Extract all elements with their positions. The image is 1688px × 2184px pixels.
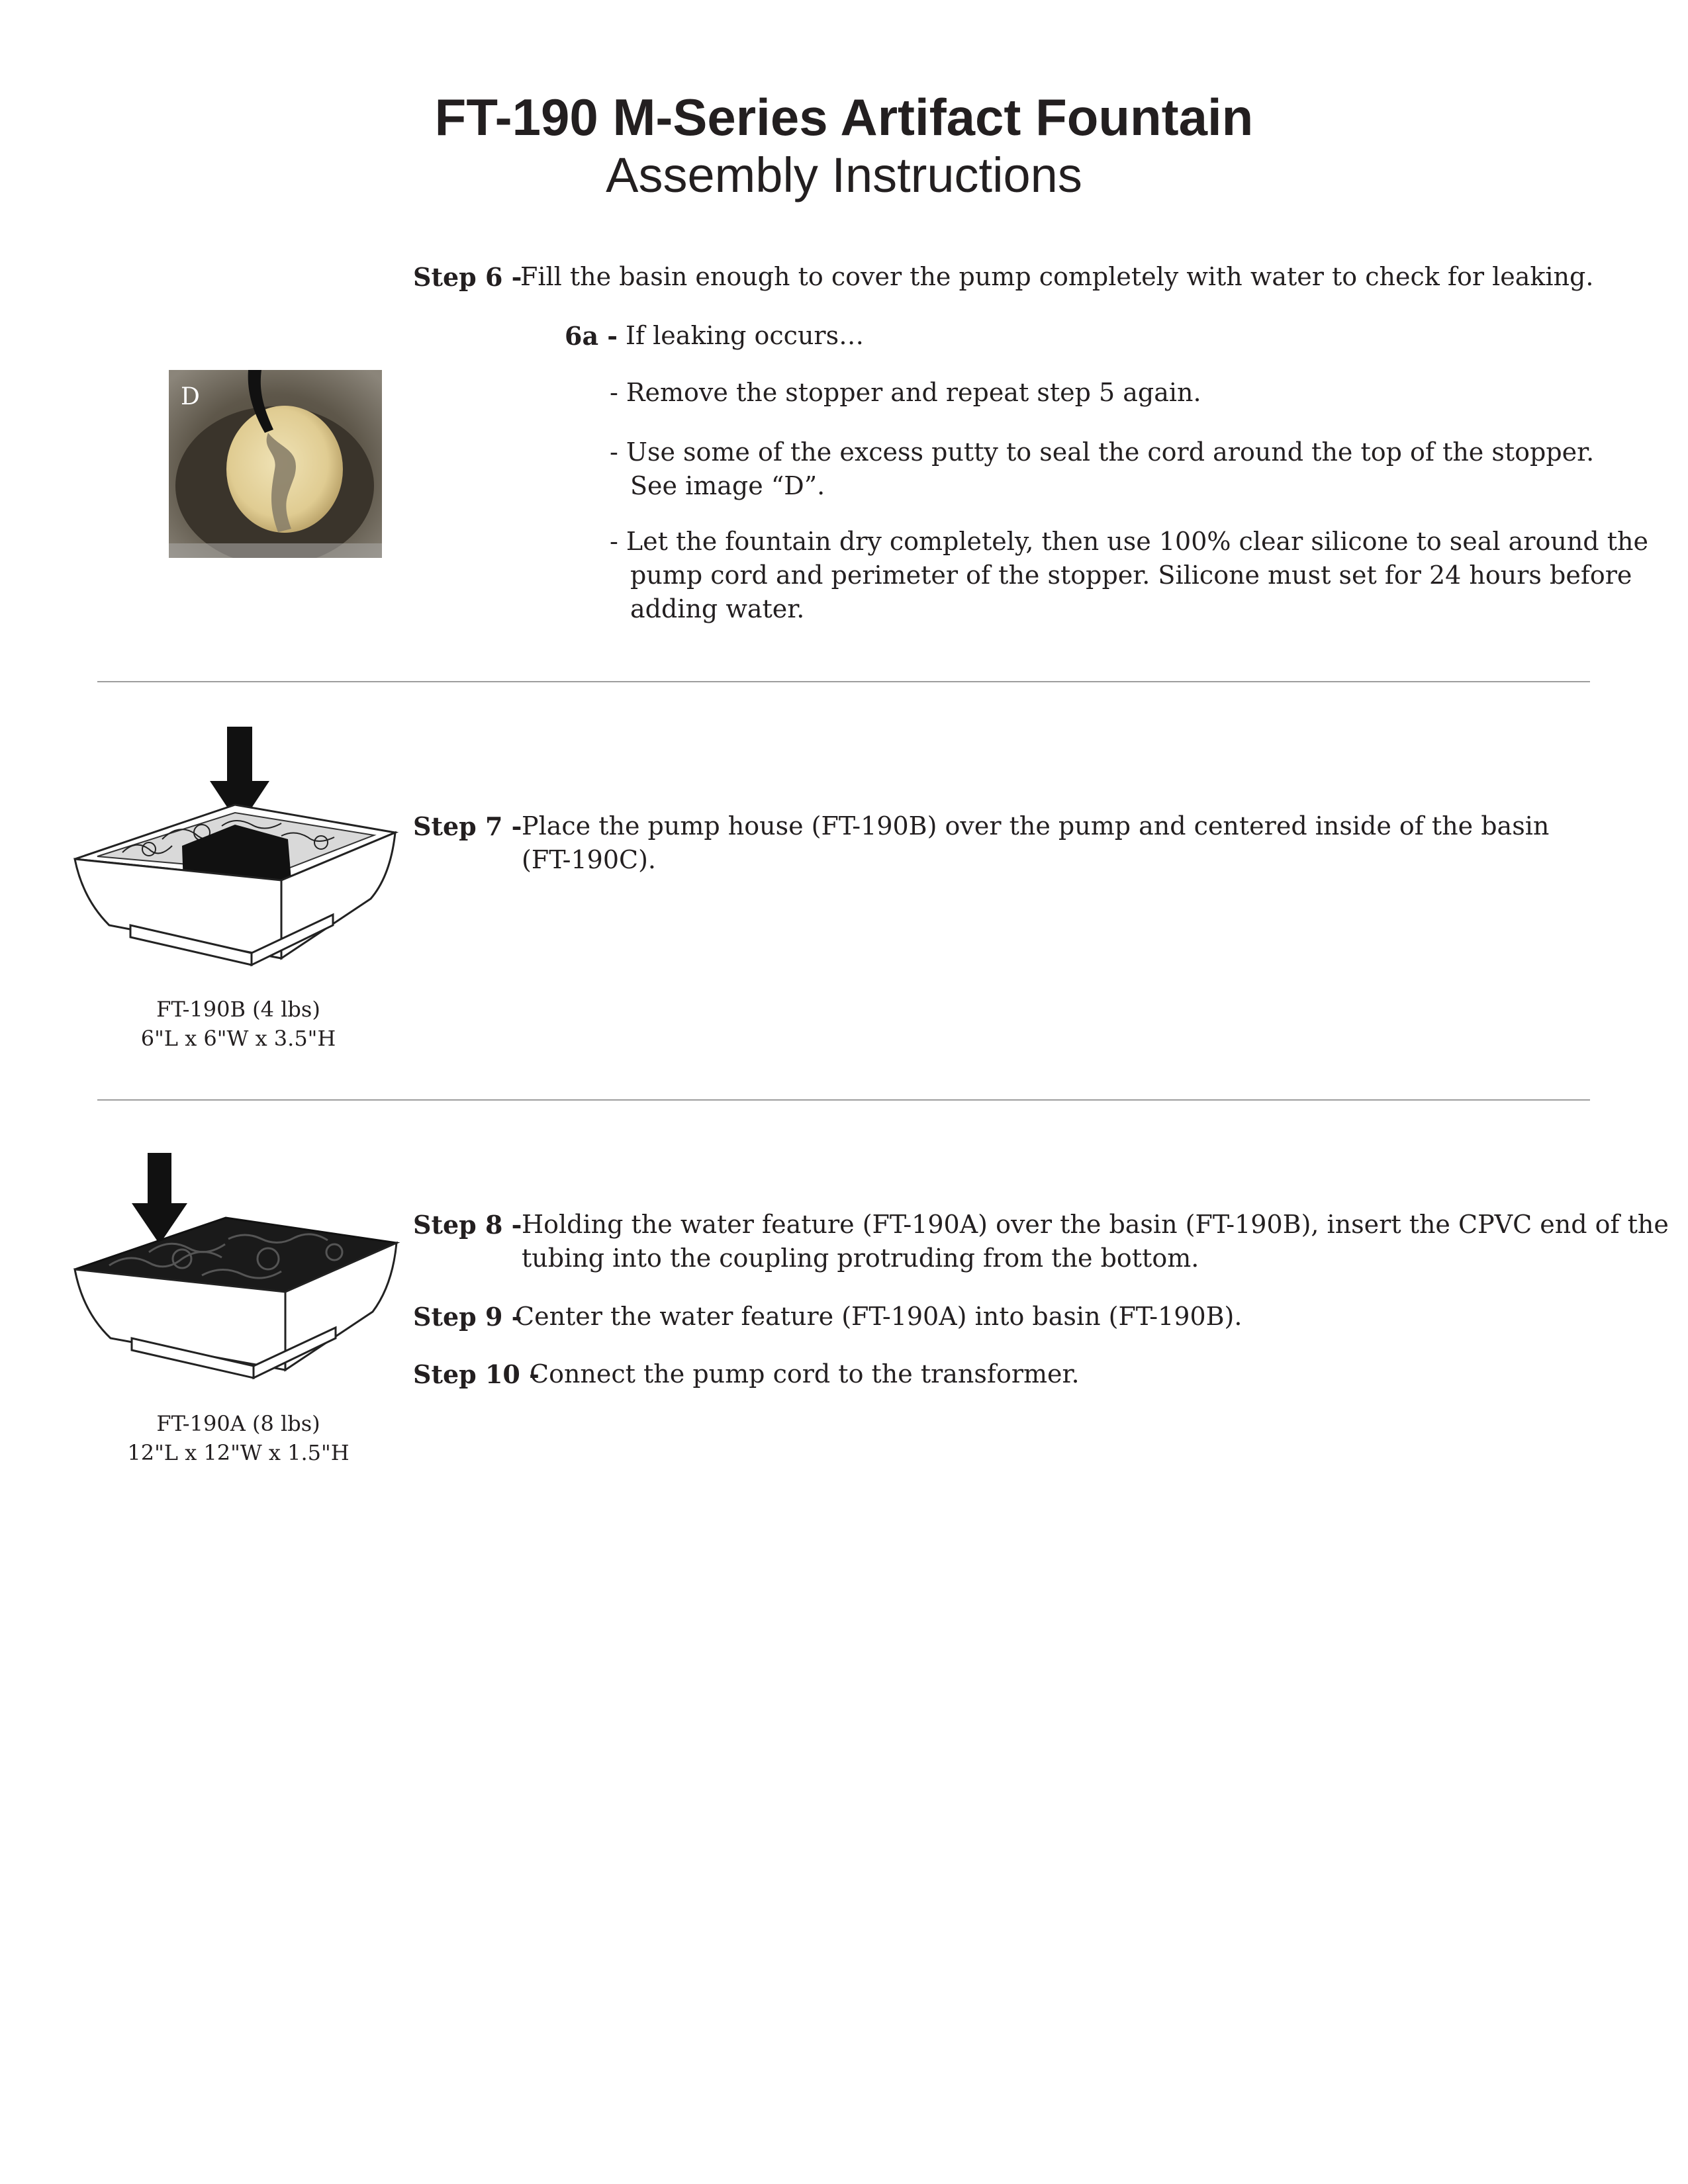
water-feature-illustration — [70, 1153, 400, 1386]
step-9-label: Step 9 - — [413, 1302, 522, 1332]
step-10-label: Step 10 - — [413, 1359, 539, 1389]
step-6a-bullet-2: - Use some of the excess putty to seal the cord around the top of the stopper. — [610, 437, 1595, 467]
ft-190a-caption — [99, 1409, 377, 1467]
section-divider — [97, 681, 1590, 682]
image-label-d: D — [181, 383, 200, 410]
ft-190b-caption — [99, 995, 377, 1053]
ft-190a-dimensions: 12"L x 12"W x 1.5"H — [127, 1440, 350, 1465]
step-9-text: Center the water feature (FT-190A) into basin (FT-190B). — [515, 1302, 1243, 1331]
step-6-label: Step 6 - — [413, 262, 522, 292]
page-title: FT-190 M-Series Artifact Fountain — [434, 88, 1254, 146]
step-8-label: Step 8 - — [413, 1210, 522, 1240]
step-8-text-line-2: tubing into the coupling protruding from the bottom. — [522, 1244, 1199, 1273]
ft-190b-weight: FT-190B (4 lbs) — [156, 997, 320, 1022]
ft-190a-weight: FT-190A (8 lbs) — [156, 1411, 320, 1436]
section-divider — [97, 1099, 1590, 1101]
stopper-photo-d — [169, 370, 382, 558]
step-6a-bullet-1: - Remove the stopper and repeat step 5 again. — [610, 378, 1201, 407]
page-subtitle: Assembly Instructions — [606, 148, 1082, 203]
step-6a-bullet-2-cont: See image “D”. — [630, 471, 825, 500]
pump-house-illustration — [70, 727, 400, 973]
step-6-text: Fill the basin enough to cover the pump completely with water to check for leaking. — [520, 262, 1594, 291]
step-6a-bullet-3-cont-2: adding water. — [630, 594, 805, 623]
step-7-text-line-1: Place the pump house (FT-190B) over the pump and centered inside of the basin — [522, 811, 1550, 841]
step-8-text-line-1: Holding the water feature (FT-190A) over the basin (FT-190B), insert the CPVC end of the — [522, 1210, 1669, 1239]
step-6a-text: If leaking occurs… — [626, 321, 865, 350]
step-7-text-line-2: (FT-190C). — [522, 845, 656, 874]
step-10-text: Connect the pump cord to the transformer. — [530, 1359, 1080, 1388]
step-6a-label: 6a - — [565, 321, 618, 351]
step-6a-bullet-3: - Let the fountain dry completely, then use 100% clear silicone to seal around the — [610, 527, 1648, 556]
step-7-label: Step 7 - — [413, 811, 522, 841]
step-6a-bullet-3-cont-1: pump cord and perimeter of the stopper. Silicone must set for 24 hours before — [630, 561, 1632, 590]
ft-190b-dimensions: 6"L x 6"W x 3.5"H — [140, 1026, 336, 1051]
